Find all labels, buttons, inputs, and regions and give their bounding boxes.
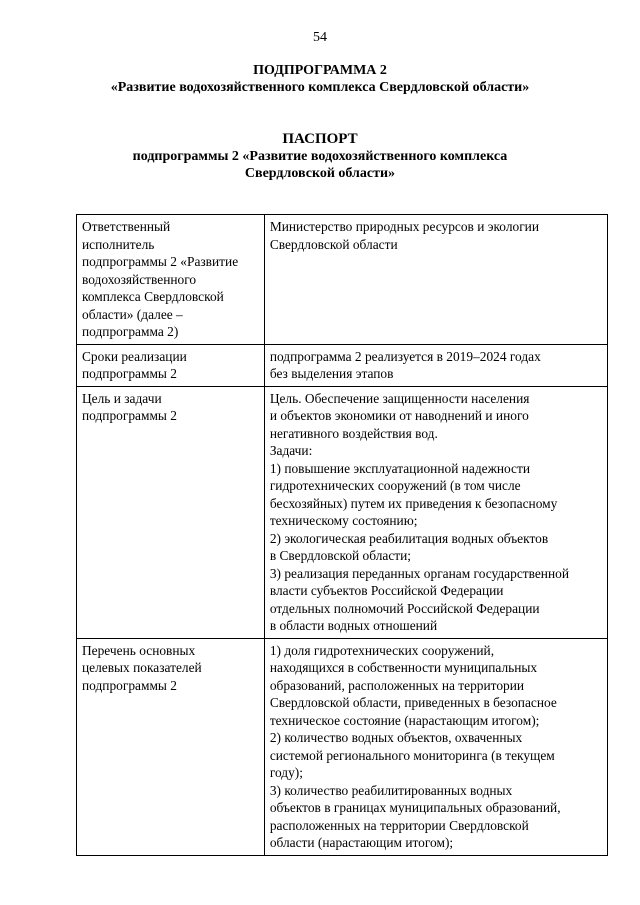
table-cell-label — [77, 386, 265, 638]
value-line: отдельных полномочий Российской Федерации — [269, 600, 540, 616]
label-line: области» (далее – — [82, 306, 183, 322]
label-line: исполнитель — [82, 236, 155, 252]
label-line: целевых показателей — [82, 660, 202, 675]
table-row — [77, 344, 608, 386]
value-line: и объектов экономики от наводнений и иного — [269, 408, 529, 423]
passport-heading-line-1: ПАСПОРТ — [282, 131, 358, 147]
value-line: 2) количество водных объектов, охваченных — [269, 730, 523, 745]
label-line: подпрограмма 2) — [82, 324, 179, 339]
value-line: в области водных отношений — [269, 618, 438, 633]
value-line: бесхозяйных) путем их приведения к безопасному — [269, 495, 558, 511]
subprogram-title-line-1: ПОДПРОГРАММА 2 — [253, 63, 387, 78]
label-line: комплекса Свердловской — [82, 289, 224, 304]
value-line: находящихся в собственности муниципальных — [269, 660, 538, 675]
value-line: 1) повышение эксплуатационной надежности — [269, 460, 531, 476]
value-line: Задачи: — [269, 443, 313, 458]
label-line: Цель и задачи — [82, 390, 162, 406]
value-line: власти субъектов Российской Федерации — [269, 583, 504, 598]
value-line: 3) реализация переданных органам государственной — [269, 565, 569, 581]
value-line: области (нарастающим итогом); — [269, 835, 454, 850]
value-line: техническому состоянию; — [269, 513, 418, 528]
value-line: 3) количество реабилитированных водных — [269, 782, 513, 798]
label-line: Сроки реализации — [82, 348, 187, 364]
value-line: объектов в границах муниципальных образований, — [269, 800, 561, 815]
subprogram-title — [0, 62, 640, 96]
passport-table-body — [77, 215, 608, 856]
subprogram-title-line-2: «Развитие водохозяйственного комплекса Свердловской области» — [110, 80, 530, 95]
page-number: 54 — [313, 30, 327, 45]
passport-heading-line-2: подпрограммы 2 «Развитие водохозяйственного комплекса — [132, 149, 508, 164]
value-line: в Свердловской области; — [269, 548, 412, 563]
table-row — [77, 386, 608, 638]
value-line: гидротехнических сооружений (в том числе — [269, 478, 521, 493]
passport-heading — [0, 131, 640, 182]
value-line: образований, расположенных на территории — [269, 677, 525, 693]
label-line: Ответственный — [82, 219, 171, 234]
value-line: негативного воздействия вод. — [269, 425, 438, 441]
table-cell-value — [264, 386, 607, 638]
table-row — [77, 215, 608, 345]
value-line: Свердловской области — [269, 236, 398, 252]
value-line: системой регионального мониторинга (в текущем — [269, 747, 555, 763]
table-cell-value — [264, 344, 607, 386]
value-line: 2) экологическая реабилитация водных объектов — [269, 530, 549, 546]
label-line: водохозяйственного — [82, 271, 197, 287]
table-cell-value — [264, 215, 607, 345]
value-line: без выделения этапов — [269, 366, 394, 381]
label-line: подпрограммы 2 — [82, 677, 177, 693]
value-line: расположенных на территории Свердловской — [269, 817, 529, 833]
value-line: Цель. Обеспечение защищенности населения — [269, 390, 530, 406]
table-cell-label — [77, 638, 265, 855]
value-line: 1) доля гидротехнических сооружений, — [269, 642, 495, 658]
passport-heading-line-3: Свердловской области» — [244, 166, 396, 181]
value-line: Свердловской области, приведенных в безопасное — [269, 695, 557, 710]
value-line: году); — [269, 765, 303, 780]
label-line: Перечень основных — [82, 642, 196, 658]
table-row — [77, 638, 608, 855]
table-cell-label — [77, 215, 265, 345]
table-cell-value — [264, 638, 607, 855]
value-line: техническое состояние (нарастающим итогом); — [269, 712, 540, 728]
label-line: подпрограммы 2 — [82, 408, 177, 423]
table-cell-label — [77, 344, 265, 386]
value-line: Министерство природных ресурсов и экологии — [269, 219, 540, 234]
label-line: подпрограммы 2 — [82, 366, 177, 381]
label-line: подпрограммы 2 «Развитие — [82, 254, 239, 269]
value-line: подпрограмма 2 реализуется в 2019–2024 годах — [269, 348, 541, 364]
passport-table — [76, 214, 608, 856]
